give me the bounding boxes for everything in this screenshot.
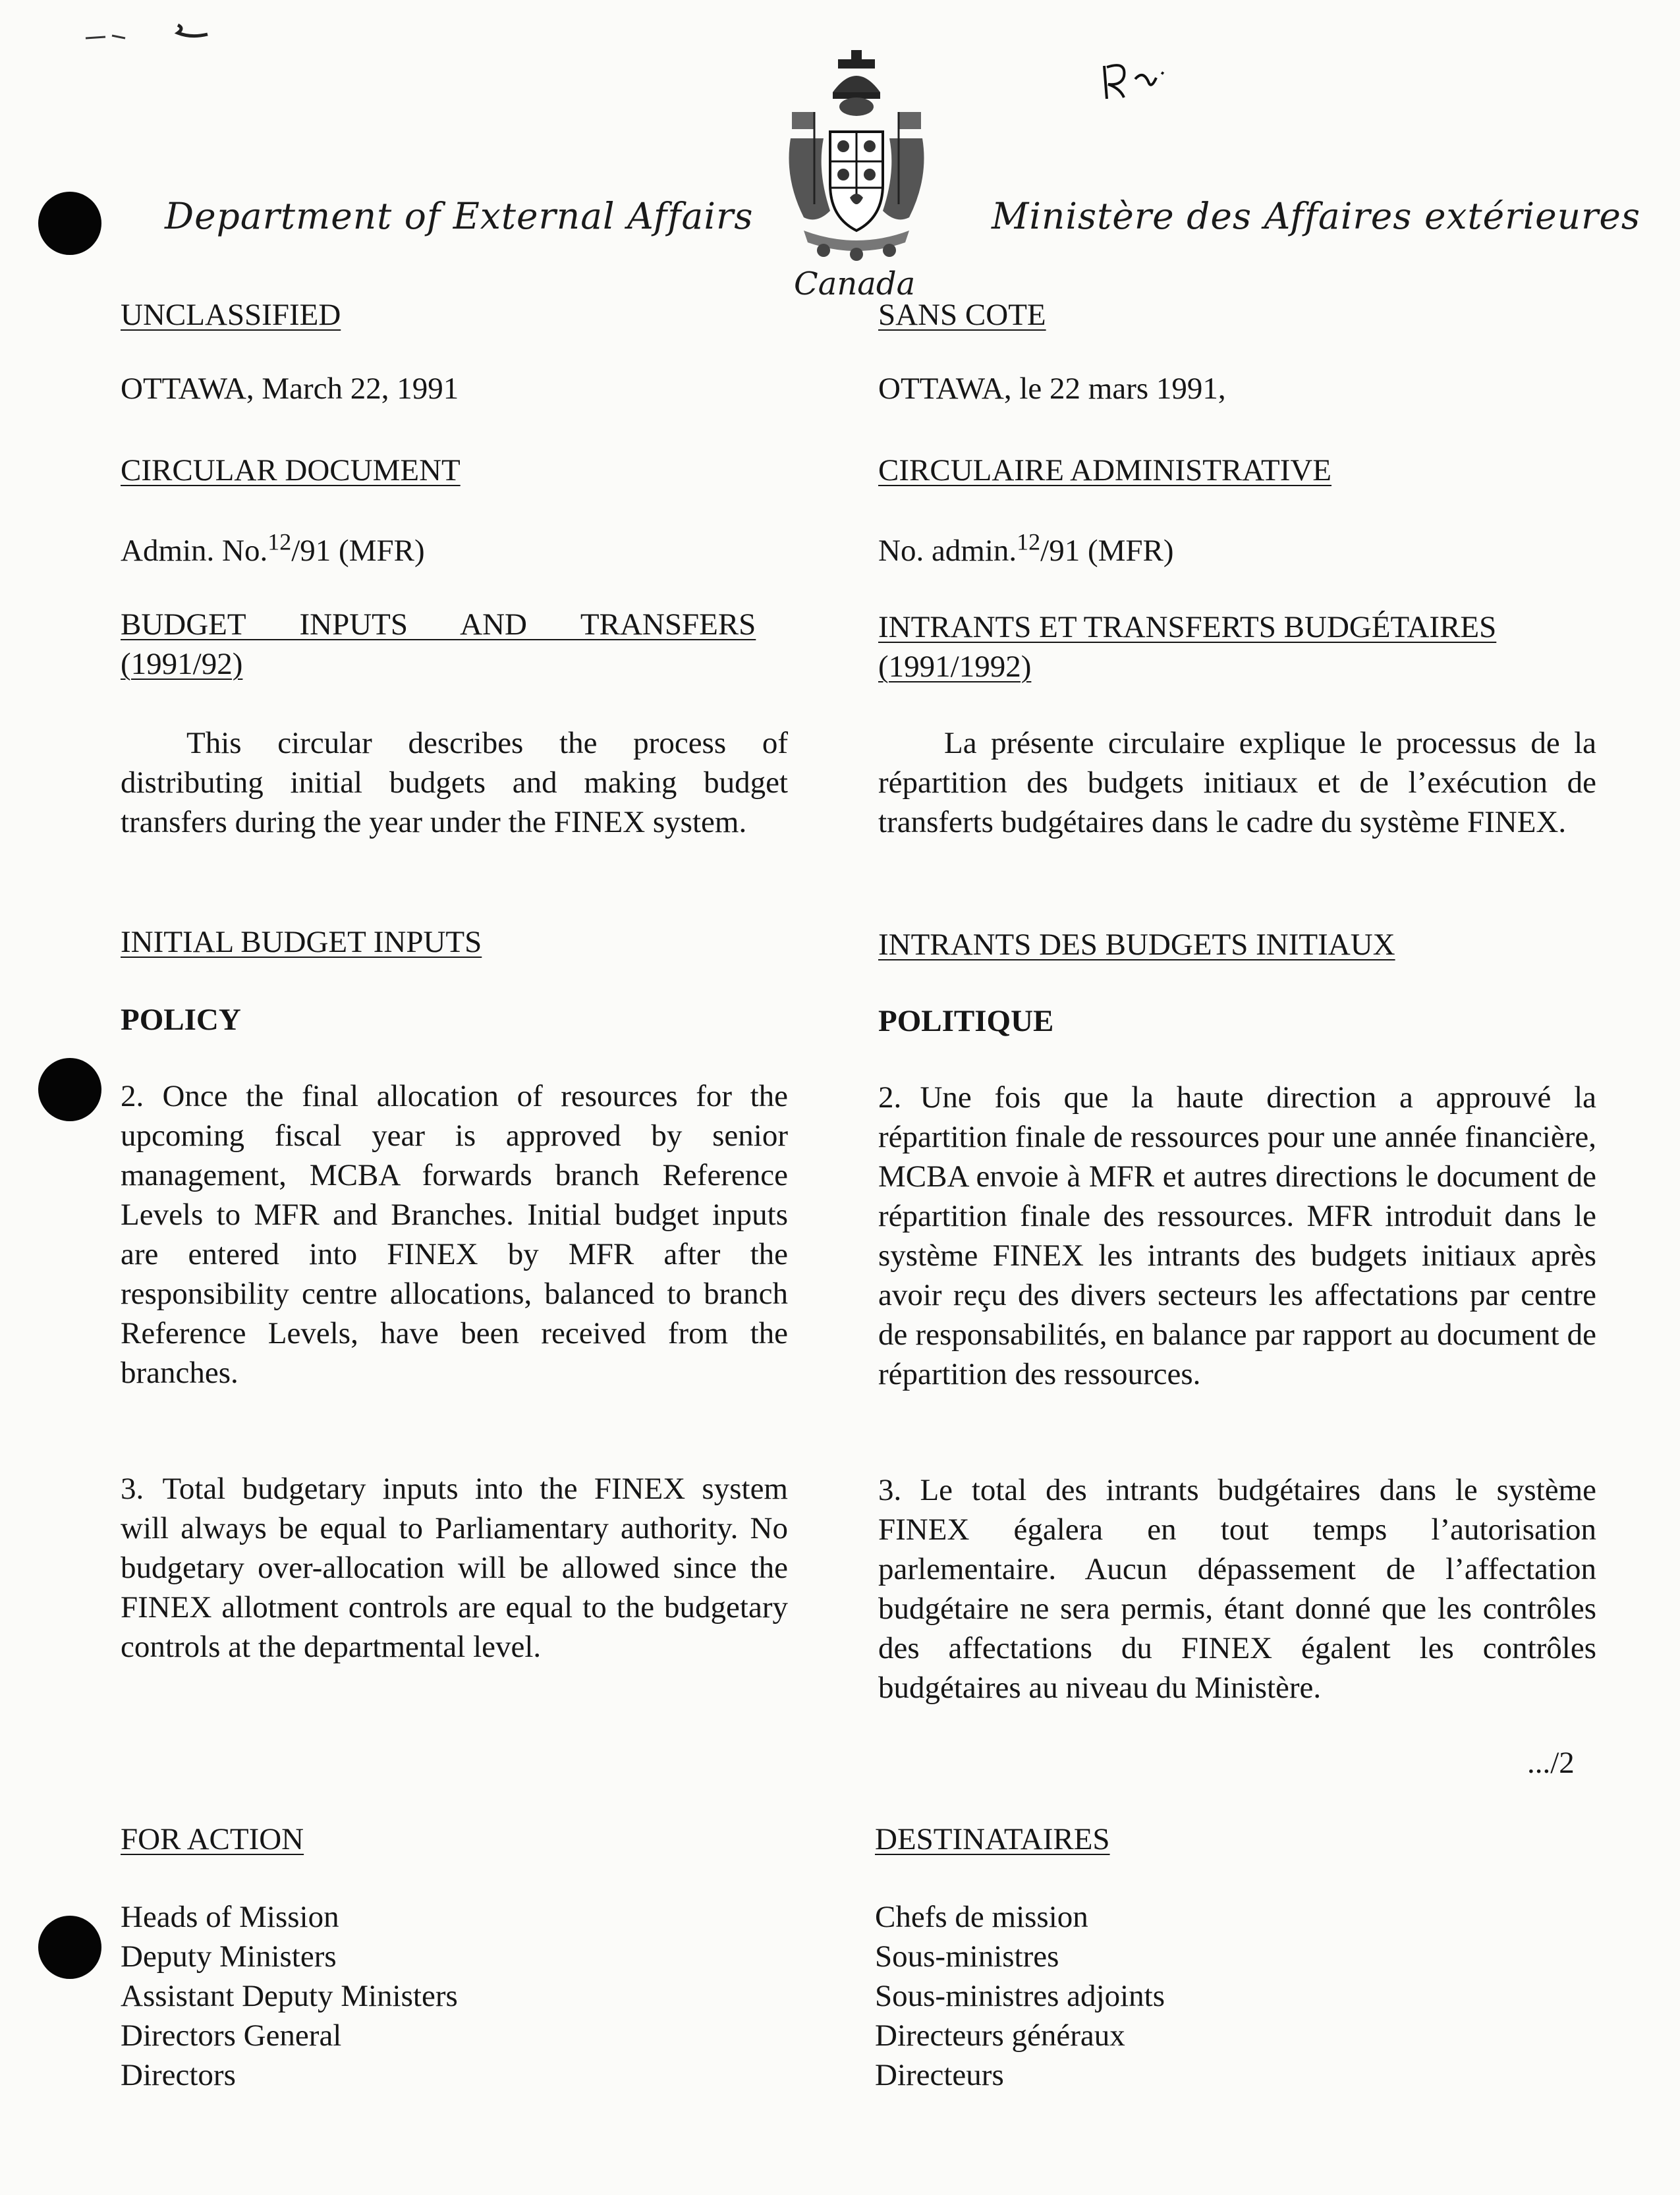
dateline-fr: OTTAWA, le 22 mars 1991, [878,372,1226,406]
classification-fr: SANS COTE [878,298,1046,332]
list-item: Directeurs généraux [875,2018,1125,2053]
policy-heading-en: POLICY [121,1003,241,1037]
action-heading-en: FOR ACTION [121,1822,304,1856]
intro-fr: La présente circulaire explique le processus de la répartition des budgets initiaux et de l’exécution de transferts budgétaires dans le cadre du système FINEX. [878,726,1596,839]
coat-of-arms-icon [777,46,936,264]
paragraph-3-fr: 3. Le total des intrants budgétaires dans le système FINEX égalera en tout temps l’autorisation parlementaire. Aucun dépassement de l’affectation budgétaire ne sera permis, étant donné que les contrôles des affectations du FINEX égalent les contrôles budgétaires au niveau du Ministère. [878,1473,1596,1705]
title-fr-line2: (1991/1992) [878,650,1032,684]
title-fr-line1: INTRANTS ET TRANSFERTS BUDGÉTAIRES [878,610,1497,644]
punch-hole [38,1916,101,1979]
department-name-fr: Ministère des Affaires extérieures [992,195,1641,237]
classification-en: UNCLASSIFIED [121,298,341,332]
dateline-en: OTTAWA, March 22, 1991 [121,372,459,406]
doc-type-fr: CIRCULAIRE ADMINISTRATIVE [878,453,1332,487]
list-item: Directors [121,2058,236,2092]
paragraph-2-en: 2. Once the final allocation of resources for the upcoming fiscal year is approved by senior management, MCBA forwards branch Reference Levels to MFR and Branches. Initial budget inputs are entered into FINEX by MFR after the responsibility centre allocations, balanced to branch Reference Levels, have been received from the branches. [121,1079,788,1390]
recipients-en [121,1897,458,2095]
list-item: Assistant Deputy Ministers [121,1979,458,2013]
action-heading-fr: DESTINATAIRES [875,1822,1110,1856]
list-item: Directors General [121,2018,342,2053]
punch-hole [38,1058,101,1121]
handwritten-number: 12 [267,528,292,555]
title-en [121,605,788,684]
handwritten-number: 12 [1017,528,1041,555]
title-en-line2: (1991/92) [121,647,243,681]
intro-en: This circular describes the process of distributing initial budgets and making budget transfers during the year under the FINEX system. [121,726,788,839]
paragraph-2-fr: 2. Une fois que la haute direction a approuvé la répartition finale de ressources pour une année financière, MCBA envoie à MFR et autres directions le document de répartition finale des ressources. MFR introduit dans le système FINEX les intrants des budgets initiaux après avoir reçu des divers secteurs les affectations par centre de responsabilités, en balance par rapport au document de répartition des ressources. [878,1080,1596,1391]
page-continuation: .../2 [1527,1746,1575,1780]
department-name-en: Department of External Affairs [165,195,754,237]
recipients-fr [875,1897,1165,2095]
canada-wordmark: Canada [794,265,916,302]
title-fr [878,607,1596,686]
title-en-line1: BUDGET INPUTS AND TRANSFERS [121,607,756,642]
section-heading-en: INITIAL BUDGET INPUTS [121,925,482,959]
list-item: Deputy Ministers [121,1939,337,1974]
scan-specks [79,18,224,51]
policy-heading-fr: POLITIQUE [878,1004,1054,1038]
paragraph-3-en: 3. Total budgetary inputs into the FINEX system will always be equal to Parliamentary authority. No budgetary over-allocation will be allowed since the FINEX allotment controls are equal to the budgetary controls at the departmental level. [121,1472,788,1664]
list-item: Directeurs [875,2058,1004,2092]
admin-number-fr: No. admin.$^{12}$/91 (MFR) [878,528,1174,568]
section-heading-fr: INTRANTS DES BUDGETS INITIAUX [878,928,1395,962]
admin-number-en: Admin. No.$^{12}$/91 (MFR) [121,528,425,568]
list-item: Heads of Mission [121,1900,339,1934]
punch-hole [38,192,101,255]
doc-type-en: CIRCULAR DOCUMENT [121,453,461,487]
list-item: Sous-ministres [875,1939,1059,1974]
handwritten-initials [1099,53,1171,105]
list-item: Chefs de mission [875,1900,1088,1934]
list-item: Sous-ministres adjoints [875,1979,1165,2013]
